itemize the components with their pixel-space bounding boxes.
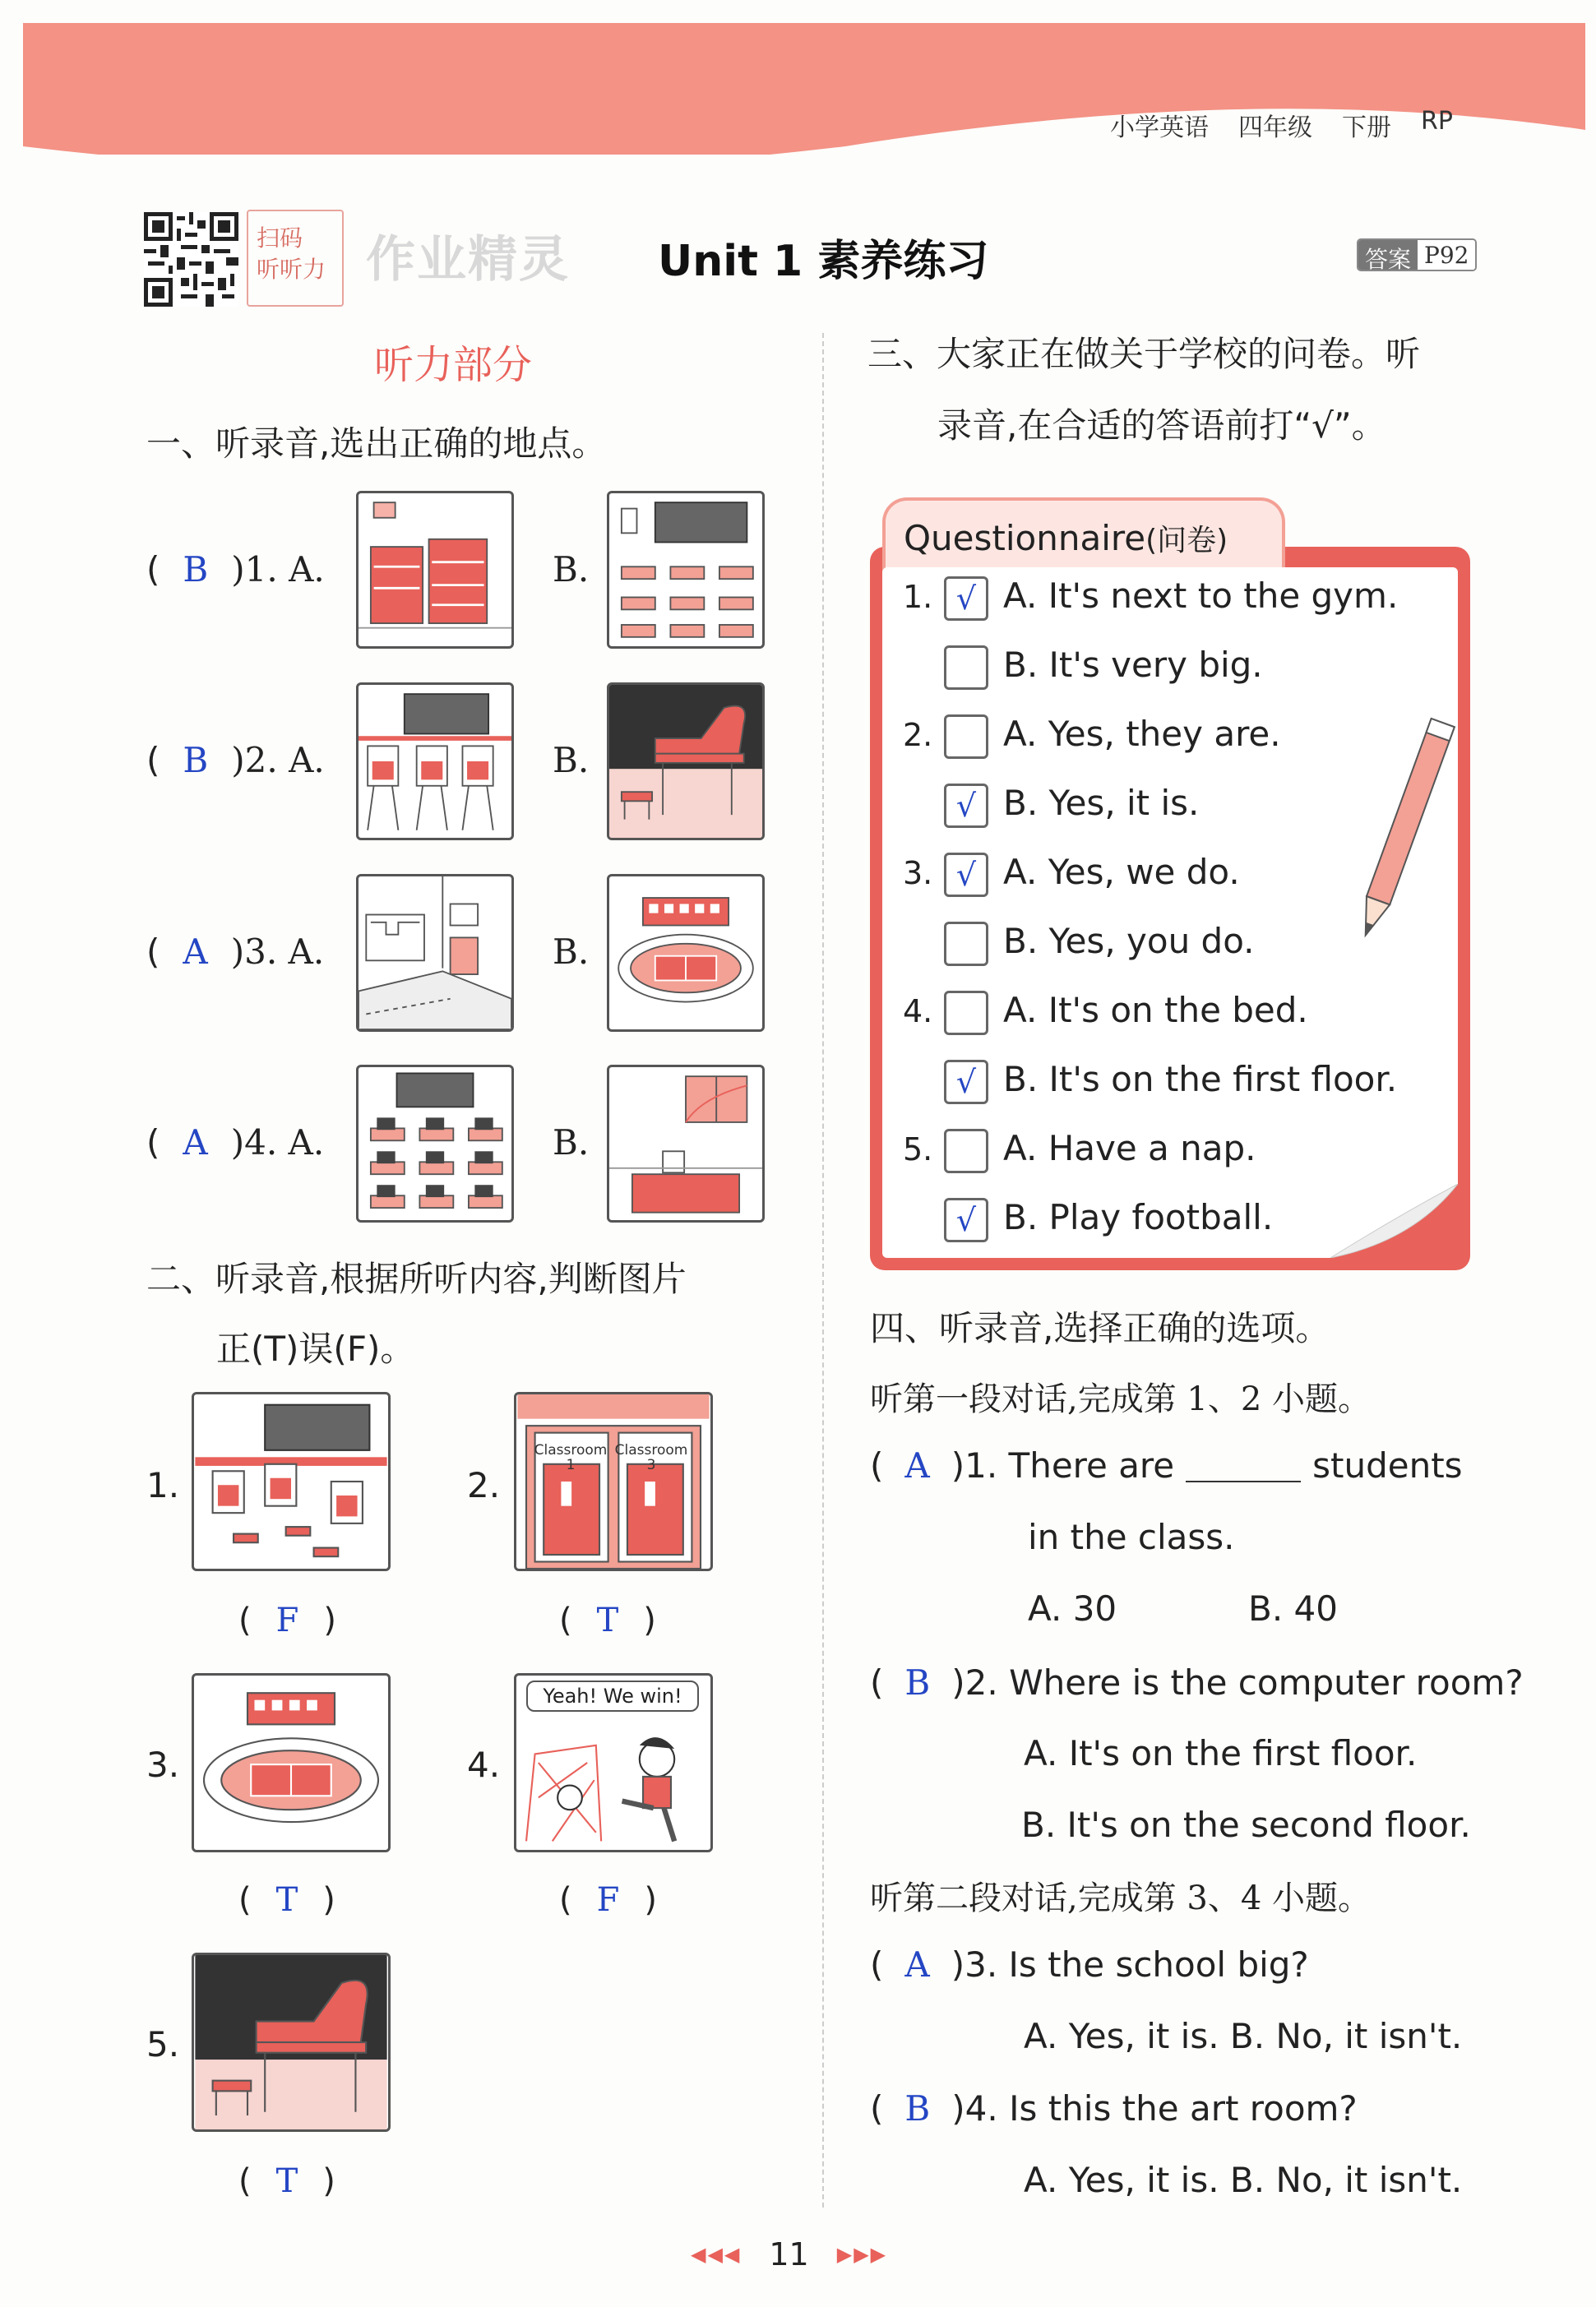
- art-room-picture: [356, 682, 514, 840]
- breadcrumb: [1110, 107, 1453, 143]
- teachers-office-picture: [607, 1065, 765, 1223]
- s2-item4-answer: ( F ): [559, 1881, 657, 1919]
- s4-q4: ( B )4. Is this the art room?: [870, 2088, 1358, 2129]
- answer-text: A: [904, 1944, 930, 1985]
- s2-item3-answer: ( T ): [238, 1881, 335, 1919]
- blank-line: [1186, 1481, 1301, 1482]
- qr-code-icon[interactable]: [144, 212, 238, 307]
- s4-q1-option-b: B. 40: [1248, 1588, 1338, 1629]
- answer-text: B: [183, 549, 209, 589]
- playground-picture: [607, 874, 765, 1032]
- s4-q1-line2: in the class.: [1028, 1517, 1235, 1557]
- door1-sign: [533, 1444, 608, 1473]
- row-text: B. Yes, it is.: [1003, 783, 1200, 823]
- prev-arrows-icon[interactable]: ◀◀◀: [691, 2243, 742, 2266]
- row-text: B. It's on the first floor.: [1003, 1059, 1398, 1099]
- page-title: Unit 1 素养练习: [658, 237, 989, 286]
- row-number: 3.: [903, 855, 933, 891]
- library-picture: [356, 491, 514, 649]
- row-text: A. Yes, we do.: [1003, 852, 1240, 892]
- footer-pagination: [691, 2236, 887, 2272]
- q-row: [903, 1128, 1256, 1173]
- q-row: [903, 576, 1398, 621]
- scan-label-2: 听听力: [257, 255, 326, 283]
- answer-text: B: [904, 2088, 931, 2129]
- row-text: B. It's very big.: [1003, 645, 1263, 685]
- checkbox[interactable]: √: [944, 853, 988, 897]
- checkbox[interactable]: √: [944, 1060, 988, 1104]
- s2-classroom-doors-picture: [514, 1392, 713, 1571]
- s1-q2-option-b: B.: [553, 740, 590, 780]
- gym-picture: [356, 874, 514, 1032]
- answer-text: F: [596, 1881, 620, 1919]
- questionnaire-tab-label: Questionnaire: [904, 518, 1146, 558]
- section3-title-line1: 三、大家正在做关于学校的问卷。听: [867, 334, 1421, 374]
- question-text: )4. Is this the art room?: [951, 2088, 1358, 2129]
- row-text: A. Have a nap.: [1003, 1128, 1256, 1168]
- s2-item2-number: 2.: [467, 1465, 501, 1505]
- questionnaire-tab: [882, 497, 1285, 571]
- s2-item1-number: 1.: [146, 1465, 180, 1505]
- row-number: 1.: [903, 579, 933, 615]
- q-row: [903, 921, 1255, 966]
- question-text-end: students: [1312, 1445, 1463, 1486]
- scan-label-1: 扫码: [257, 224, 303, 252]
- s2-art-room-picture: [192, 1392, 391, 1571]
- computer-room-picture: [356, 1065, 514, 1223]
- door2-sign: [613, 1444, 689, 1473]
- row-number: 2.: [903, 717, 933, 753]
- checkbox[interactable]: √: [944, 1198, 988, 1242]
- checkbox[interactable]: [944, 645, 988, 690]
- s4-q2: ( B )2. Where is the computer room?: [870, 1662, 1524, 1703]
- answer-page: P92: [1418, 240, 1475, 270]
- dialog1-instruction: 听第一段对话,完成第 1、2 小题。: [870, 1380, 1372, 1418]
- row-text: A. It's on the bed.: [1003, 990, 1308, 1030]
- row-text: A. Yes, they are.: [1003, 714, 1281, 754]
- q-row: [903, 990, 1308, 1035]
- answer-text: A: [183, 932, 208, 972]
- q-row: [903, 852, 1240, 897]
- s2-playground-picture: [192, 1673, 391, 1852]
- classroom-picture: [607, 491, 765, 649]
- row-number: 5.: [903, 1131, 933, 1167]
- breadcrumb-edition: RP: [1421, 107, 1453, 136]
- question-number: )3. A.: [230, 932, 325, 972]
- s4-q1: ( A )1. There are students: [870, 1445, 1463, 1486]
- section2-title-line1: 二、听录音,根据所听内容,判断图片: [146, 1259, 687, 1299]
- s4-q1-option-a: A. 30: [1028, 1588, 1117, 1629]
- s2-item1-answer: ( F ): [238, 1602, 336, 1639]
- q-row: [903, 1059, 1397, 1104]
- checkbox[interactable]: √: [944, 576, 988, 621]
- scan-listen-label: [247, 210, 344, 307]
- next-arrows-icon[interactable]: ▶▶▶: [836, 2243, 888, 2266]
- checkbox[interactable]: [944, 922, 988, 966]
- section1-title: 一、听录音,选出正确的地点。: [146, 423, 607, 464]
- row-text: B. Play football.: [1003, 1197, 1274, 1237]
- s2-piano-picture: [192, 1953, 391, 2132]
- checkbox[interactable]: [944, 991, 988, 1035]
- checkbox[interactable]: [944, 1129, 988, 1173]
- paper-curl: [1330, 1184, 1458, 1258]
- s4-q3-options: A. Yes, it is. B. No, it isn't.: [1024, 2016, 1463, 2056]
- page-number: 11: [769, 2236, 809, 2272]
- s1-q2: ( B )2. A.: [146, 740, 325, 780]
- answer-text: T: [596, 1602, 619, 1639]
- answer-text: T: [275, 2162, 298, 2200]
- column-divider: [822, 333, 824, 2208]
- s2-item2-answer: ( T ): [559, 1602, 656, 1639]
- question-number: )4. A.: [230, 1122, 325, 1163]
- q-row: [903, 714, 1281, 759]
- s4-q3: ( A )3. Is the school big?: [870, 1944, 1309, 1985]
- section2-title-line2: 正(T)误(F)。: [216, 1329, 415, 1369]
- watermark-logo: 作业精灵: [366, 231, 570, 289]
- section4-title: 四、听录音,选择正确的选项。: [870, 1308, 1330, 1348]
- answer-text: A: [904, 1445, 930, 1486]
- s1-q3-option-b: B.: [553, 932, 590, 972]
- breadcrumb-subject: 小学英语: [1110, 113, 1209, 142]
- question-text: )1. There are: [951, 1445, 1175, 1486]
- answer-text: B: [904, 1662, 931, 1703]
- section3-title-line2: 录音,在合适的答语前打“√”。: [937, 405, 1386, 446]
- question-number: )1. A.: [231, 549, 325, 589]
- s1-q4-option-b: B.: [553, 1122, 590, 1163]
- door1-label: Classroom: [534, 1442, 608, 1459]
- door2-number: 3: [646, 1456, 656, 1473]
- s2-item5-number: 5.: [146, 2024, 180, 2064]
- question-text: )2. Where is the computer room?: [951, 1662, 1524, 1703]
- breadcrumb-volume: 下册: [1342, 113, 1391, 142]
- dialog2-instruction: 听第二段对话,完成第 3、4 小题。: [870, 1879, 1372, 1917]
- questionnaire-tab-cn: (问卷): [1145, 524, 1228, 557]
- listening-section-title: 听力部分: [374, 342, 533, 388]
- speech-bubble: Yeah! We win!: [526, 1681, 699, 1712]
- question-text: )3. Is the school big?: [951, 1944, 1309, 1985]
- answer-badge-label: 答案: [1358, 240, 1418, 270]
- answer-badge[interactable]: [1357, 238, 1477, 271]
- q-row: [903, 783, 1199, 828]
- breadcrumb-grade: 四年级: [1238, 113, 1312, 142]
- checkbox[interactable]: √: [944, 784, 988, 828]
- s1-q3: ( A )3. A.: [146, 932, 325, 972]
- s4-q2-option-b: B. It's on the second floor.: [1021, 1805, 1471, 1845]
- q-row: [903, 1197, 1273, 1242]
- answer-text: B: [183, 740, 209, 780]
- q-row: [903, 645, 1263, 690]
- s2-item5-answer: ( T ): [238, 2162, 335, 2200]
- row-text: B. Yes, you do.: [1003, 921, 1255, 961]
- pencil-icon: [1340, 707, 1464, 954]
- s4-q4-options: A. Yes, it is. B. No, it isn't.: [1024, 2160, 1463, 2200]
- row-number: 4.: [903, 993, 933, 1029]
- row-text: A. It's next to the gym.: [1003, 576, 1399, 616]
- s1-q1-option-b: B.: [553, 549, 590, 589]
- door2-label: Classroom: [614, 1442, 688, 1459]
- door1-number: 1: [566, 1456, 576, 1473]
- checkbox[interactable]: [944, 714, 988, 759]
- s1-q1: ( B )1. A.: [146, 549, 325, 589]
- s1-q4: ( A )4. A.: [146, 1122, 325, 1163]
- question-number: )2. A.: [231, 740, 325, 780]
- music-room-picture: [607, 682, 765, 840]
- answer-text: A: [183, 1122, 208, 1163]
- s2-item3-number: 3.: [146, 1745, 180, 1785]
- answer-text: T: [275, 1881, 298, 1919]
- s2-item4-number: 4.: [467, 1745, 501, 1785]
- s4-q2-option-a: A. It's on the first floor.: [1024, 1733, 1418, 1773]
- answer-text: F: [275, 1602, 299, 1639]
